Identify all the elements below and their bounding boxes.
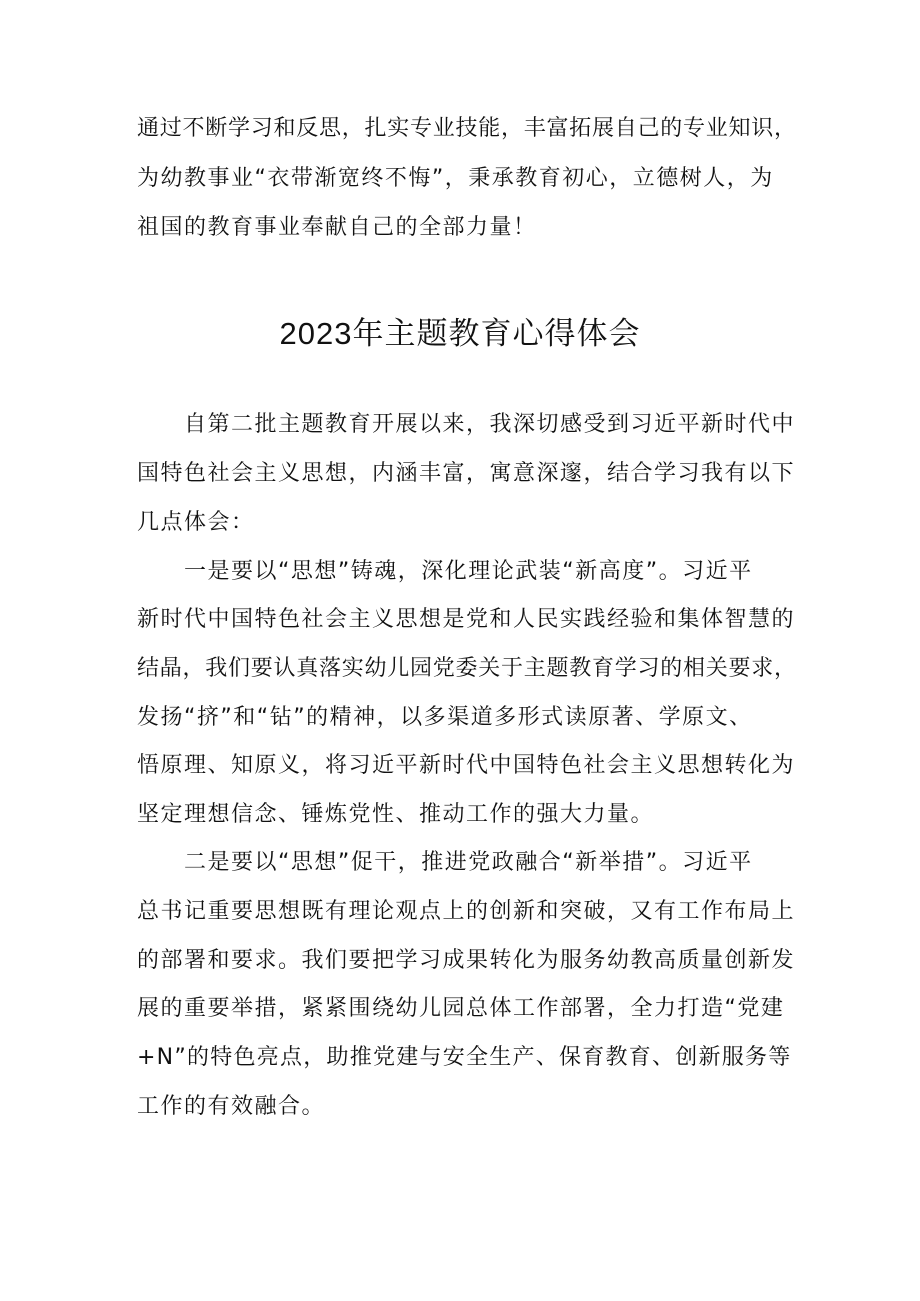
intro-line: 通过不断学习和反思，扎实专业技能，丰富拓展自己的专业知识， <box>137 116 797 141</box>
paragraph-line: 新时代中国特色社会主义思想是党和人民实践经验和集体智慧的 <box>137 607 796 632</box>
paragraph-line: 二是要以“思想”促干，推进党政融合“新举措”。习近平 <box>137 850 753 875</box>
paragraph-line: 坚定理想信念、锤炼党性、推动工作的强大力量。 <box>137 802 655 827</box>
paragraph-line: 几点体会： <box>137 510 255 535</box>
paragraph-line: +N”的特色亮点，助推党建与安全生产、保育教育、创新服务等 <box>137 1045 792 1070</box>
paragraph-line: 结晶，我们要认真落实幼儿园党委关于主题教育学习的相关要求， <box>137 656 797 681</box>
paragraph-line: 展的重要举措，紧紧围绕幼儿园总体工作部署，全力打造“党建 <box>137 996 785 1021</box>
document-title: 2023年主题教育心得体会 <box>279 316 641 351</box>
paragraph-line: 悟原理、知原义，将习近平新时代中国特色社会主义思想转化为 <box>137 753 796 778</box>
paragraph-line: 总书记重要思想既有理论观点上的创新和突破，又有工作布局上 <box>137 899 796 924</box>
paragraph-line: 的部署和要求。我们要把学习成果转化为服务幼教高质量创新发 <box>137 948 796 973</box>
intro-line: 祖国的教育事业奉献自己的全部力量！ <box>137 215 537 240</box>
paragraph-line: 自第二批主题教育开展以来，我深切感受到习近平新时代中 <box>137 412 796 437</box>
paragraph-line: 国特色社会主义思想，内涵丰富，寓意深邃，结合学习我有以下 <box>137 461 796 486</box>
intro-line: 为幼教事业“衣带渐宽终不悔”，秉承教育初心，立德树人，为 <box>137 166 774 191</box>
paragraph-line: 工作的有效融合。 <box>137 1094 326 1119</box>
paragraph-line: 发扬“挤”和“钻”的精神，以多渠道多形式读原著、学原文、 <box>137 705 753 730</box>
paragraph-line: 一是要以“思想”铸魂，深化理论武装“新高度”。习近平 <box>137 559 753 584</box>
